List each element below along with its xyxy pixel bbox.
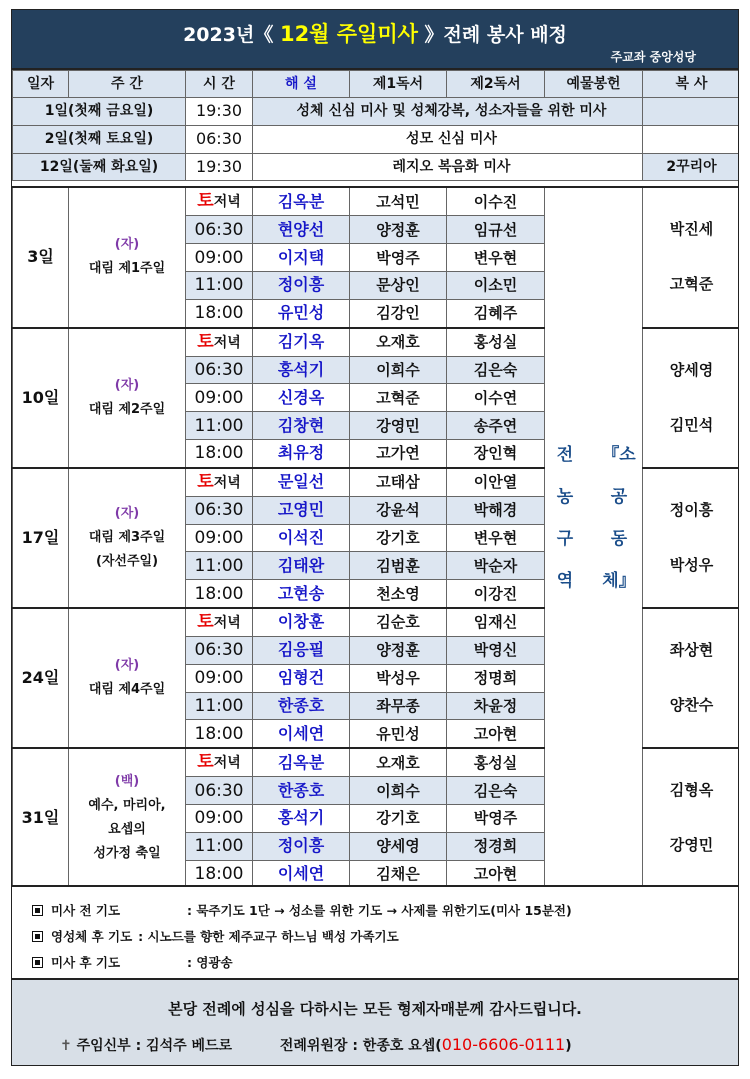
prayer-label: 영성체 후 기도: [51, 929, 133, 944]
second-reader: 박해경: [447, 496, 545, 524]
saturday-mark: 토: [197, 471, 214, 492]
prayer-note: [32, 927, 399, 945]
mass-time: 11:00: [186, 412, 253, 440]
first-reader: 이희수: [350, 356, 447, 384]
mass-time: 06:30: [186, 496, 253, 524]
commentator: 이세연: [253, 720, 350, 748]
commentator: 김옥분: [253, 748, 350, 777]
commentator: 유민성: [253, 299, 350, 327]
first-reader: 천소영: [350, 580, 447, 608]
special-time: 06:30: [186, 125, 253, 153]
mass-time: 18:00: [186, 299, 253, 327]
commentator: 이석진: [253, 524, 350, 552]
thanks-message: 본당 전례에 성심을 다하시는 모든 형제자매분께 감사드립니다.: [168, 1000, 582, 1018]
column-header: 예물봉헌: [545, 71, 643, 98]
prayer-label: 미사 전 기도: [51, 903, 121, 918]
sunday-date: 31일: [13, 748, 69, 888]
first-reader: 고혁준: [350, 384, 447, 412]
offering-char: 전: [556, 445, 574, 465]
liturgical-week: [69, 608, 186, 748]
commentator: 고현송: [253, 580, 350, 608]
week-name: 대림 제3주일: [88, 529, 166, 545]
offering-char: 『소: [602, 445, 636, 465]
first-reader: 이희수: [350, 777, 447, 805]
first-reader: 양정훈: [350, 216, 447, 244]
second-reader: 정경희: [447, 832, 545, 860]
special-description: 레지오 복음화 미사: [253, 153, 643, 181]
saturday-mark: 토: [197, 611, 214, 632]
page-title: 2023년《 12월 주일미사 》전례 봉사 배정: [183, 22, 567, 46]
mass-time: 09:00: [186, 664, 253, 692]
sunday-date: 17일: [13, 468, 69, 608]
offering-char: 동: [610, 529, 628, 549]
mass-row: [13, 187, 740, 216]
offering-char: 체』: [602, 571, 636, 591]
first-reader: 강기호: [350, 804, 447, 832]
column-header: 주 간: [69, 71, 186, 98]
column-header: 제2독서: [447, 71, 545, 98]
commentator: 고영민: [253, 496, 350, 524]
second-reader: 김은숙: [447, 777, 545, 805]
first-reader: 박성우: [350, 664, 447, 692]
first-reader: 박영주: [350, 244, 447, 272]
mass-time: 18:00: [186, 720, 253, 748]
liturgical-color: (자): [114, 237, 140, 253]
prayer-note: [32, 953, 233, 971]
commentator: 이지택: [253, 244, 350, 272]
first-reader: 고가연: [350, 439, 447, 467]
saturday-mark: 토: [197, 331, 214, 352]
schedule-sheet: [11, 9, 739, 1066]
prayer-text: : 영광송: [187, 955, 233, 970]
mass-time: 06:30: [186, 636, 253, 664]
committee-chair: 전례위원장 : 한종호 요셉(: [279, 1038, 442, 1054]
first-reader: 양세영: [350, 832, 447, 860]
mass-time: 18:00: [186, 580, 253, 608]
altar-server: 정이흥: [669, 500, 714, 519]
commentator: 김태완: [253, 552, 350, 580]
mass-time: [186, 468, 253, 497]
altar-servers: [643, 748, 740, 888]
second-reader: 박순자: [447, 552, 545, 580]
first-reader: 강영민: [350, 412, 447, 440]
commentator: 이창훈: [253, 608, 350, 637]
offering-group-name-2: [595, 434, 643, 602]
special-time: 19:30: [186, 153, 253, 181]
mass-time: 09:00: [186, 244, 253, 272]
liturgical-week: [69, 748, 186, 888]
mass-time: [186, 748, 253, 777]
week-name: 대림 제4주일: [88, 682, 166, 698]
mass-time: 06:30: [186, 356, 253, 384]
square-bullet-icon: [32, 905, 43, 916]
second-reader: 임재신: [447, 608, 545, 637]
special-date: 12일(둘째 화요일): [13, 153, 186, 181]
prayer-note: [32, 901, 572, 919]
commentator: 김창현: [253, 412, 350, 440]
altar-server: 박성우: [669, 555, 714, 574]
special-mass-row: [13, 98, 740, 126]
second-reader: 박영주: [447, 804, 545, 832]
first-reader: 유민성: [350, 720, 447, 748]
column-header: 제1독서: [350, 71, 447, 98]
prayer-text: : 묵주기도 1단 → 성소를 위한 기도 → 사제를 위한기도(미사 15분전): [187, 903, 572, 918]
sunday-date: 10일: [13, 328, 69, 468]
signature-line: ✝ 주임신부 : 김석주 베드로 전례위원장 : 한종호 요셉(010-6606-0111): [60, 1035, 572, 1054]
mass-time: 18:00: [186, 860, 253, 888]
mass-time: 06:30: [186, 216, 253, 244]
second-reader: 변우현: [447, 524, 545, 552]
altar-server: 양세영: [669, 360, 714, 379]
first-reader: 고석민: [350, 187, 447, 216]
offering-char: 역: [556, 571, 574, 591]
altar-server: 좌상현: [669, 641, 714, 660]
week-name: 예수, 마리아,: [88, 798, 166, 814]
second-reader: 임규선: [447, 216, 545, 244]
first-reader: 강윤석: [350, 496, 447, 524]
week-name: 요셉의: [108, 822, 146, 838]
first-reader: 좌무종: [350, 692, 447, 720]
altar-server: 고혁준: [669, 275, 714, 294]
second-reader: 이소민: [447, 271, 545, 299]
saturday-mark: 토: [197, 191, 214, 212]
sunday-date: 24일: [13, 608, 69, 748]
special-description: 성모 신심 미사: [253, 125, 643, 153]
special-description: 성체 신심 미사 및 성체강복, 성소자들을 위한 미사: [253, 98, 643, 126]
first-reader: 오재호: [350, 748, 447, 777]
square-bullet-icon: [32, 957, 43, 968]
commentator: 최유정: [253, 439, 350, 467]
second-reader: 변우현: [447, 244, 545, 272]
first-reader: 김강인: [350, 299, 447, 327]
liturgical-color: (자): [114, 377, 140, 393]
altar-server: 김형옥: [669, 781, 714, 800]
mass-time: 09:00: [186, 384, 253, 412]
commentator: 한종호: [253, 692, 350, 720]
saturday-mark: 토: [197, 752, 214, 773]
offering-char: 농: [556, 487, 574, 507]
evening-label: 저녁: [213, 334, 241, 351]
mass-time: 18:00: [186, 439, 253, 467]
week-name: 대림 제2주일: [88, 401, 166, 417]
liturgical-color: (자): [114, 658, 140, 674]
cross-icon: ✝: [60, 1038, 72, 1054]
special-date: 1일(첫째 금요일): [13, 98, 186, 126]
footer: [12, 978, 738, 1065]
commentator: 홍석기: [253, 356, 350, 384]
square-bullet-icon: [32, 931, 43, 942]
liturgical-week: [69, 328, 186, 468]
second-reader: 이수진: [447, 187, 545, 216]
mass-time: 09:00: [186, 804, 253, 832]
offering-char: 구: [556, 529, 574, 549]
second-reader: 박영신: [447, 636, 545, 664]
second-reader: 홍성실: [447, 748, 545, 777]
week-name: 대림 제1주일: [88, 261, 166, 277]
commentator: 이세연: [253, 860, 350, 888]
mass-time: [186, 608, 253, 637]
mass-time: 09:00: [186, 524, 253, 552]
first-reader: 김채은: [350, 860, 447, 888]
title-month: 12월 주일미사: [279, 22, 418, 46]
first-reader: 오재호: [350, 328, 447, 357]
special-mass-row: [13, 125, 740, 153]
commentator: 정이흥: [253, 832, 350, 860]
column-header: 일자: [13, 71, 69, 98]
mass-time: [186, 328, 253, 357]
liturgical-week: [69, 187, 186, 327]
prayer-notes: [12, 885, 738, 980]
evening-label: 저녁: [213, 474, 241, 491]
second-reader: 김은숙: [447, 356, 545, 384]
liturgical-color: (백): [114, 774, 140, 790]
sunday-date: 3일: [13, 187, 69, 327]
prayer-label: 미사 후 기도: [51, 955, 121, 970]
special-time: 19:30: [186, 98, 253, 126]
evening-label: 저녁: [213, 194, 241, 211]
phone-number: 010-6606-0111: [441, 1035, 566, 1054]
mass-time: 11:00: [186, 832, 253, 860]
commentator: 정이흥: [253, 271, 350, 299]
commentator: 김기옥: [253, 328, 350, 357]
mass-time: 06:30: [186, 777, 253, 805]
pastor: 주임신부 : 김석주 베드로: [76, 1038, 233, 1054]
prayer-text: : 시노드를 향한 제주교구 하느님 백성 가족기도: [138, 929, 399, 944]
altar-servers: [643, 608, 740, 748]
commentator: 홍석기: [253, 804, 350, 832]
special-altar-server: 2꾸리아: [643, 153, 740, 181]
mass-time: 11:00: [186, 692, 253, 720]
commentator: 한종호: [253, 777, 350, 805]
mass-time: [186, 187, 253, 216]
mass-time: 11:00: [186, 552, 253, 580]
special-altar-server: [643, 125, 740, 153]
commentator: 김옥분: [253, 187, 350, 216]
week-name: (자선주일): [95, 553, 159, 569]
second-reader: 장인혁: [447, 439, 545, 467]
altar-server: 김민석: [669, 415, 714, 434]
altar-servers: [643, 328, 740, 468]
evening-label: 저녁: [213, 614, 241, 631]
second-reader: 홍성실: [447, 328, 545, 357]
first-reader: 김순호: [350, 608, 447, 637]
special-date: 2일(첫째 토요일): [13, 125, 186, 153]
second-reader: 정명희: [447, 664, 545, 692]
second-reader: 고아현: [447, 720, 545, 748]
title-bar: [12, 10, 738, 70]
second-reader: 차윤정: [447, 692, 545, 720]
first-reader: 강기호: [350, 524, 447, 552]
header-row: [13, 71, 740, 98]
week-name: 성가정 축일: [93, 846, 161, 862]
altar-servers: [643, 468, 740, 608]
column-header: 복 사: [643, 71, 740, 98]
evening-label: 저녁: [213, 755, 241, 772]
altar-servers: [643, 187, 740, 327]
altar-server: 양찬수: [669, 696, 714, 715]
mass-time: 11:00: [186, 271, 253, 299]
offering-char: 공: [610, 487, 628, 507]
altar-server: 강영민: [669, 836, 714, 855]
commentator: 임형건: [253, 664, 350, 692]
second-reader: 이수연: [447, 384, 545, 412]
commentator: 신경옥: [253, 384, 350, 412]
second-reader: 김혜주: [447, 299, 545, 327]
special-mass-row: [13, 153, 740, 181]
liturgical-week: [69, 468, 186, 608]
special-altar-server: [643, 98, 740, 126]
column-header: 해 설: [253, 71, 350, 98]
second-reader: 송주연: [447, 412, 545, 440]
second-reader: 이강진: [447, 580, 545, 608]
column-header: 시 간: [186, 71, 253, 98]
liturgical-color: (자): [114, 505, 140, 521]
parish-name: 주교좌 중앙성당: [610, 50, 696, 64]
offering-group-name-1: [550, 434, 580, 602]
commentator: 문일선: [253, 468, 350, 497]
first-reader: 고태삼: [350, 468, 447, 497]
altar-server: 박진세: [669, 220, 714, 239]
second-reader: 고아현: [447, 860, 545, 888]
commentator: 김응필: [253, 636, 350, 664]
first-reader: 양정훈: [350, 636, 447, 664]
first-reader: 김범훈: [350, 552, 447, 580]
first-reader: 문상인: [350, 271, 447, 299]
second-reader: 이안열: [447, 468, 545, 497]
commentator: 현양선: [253, 216, 350, 244]
